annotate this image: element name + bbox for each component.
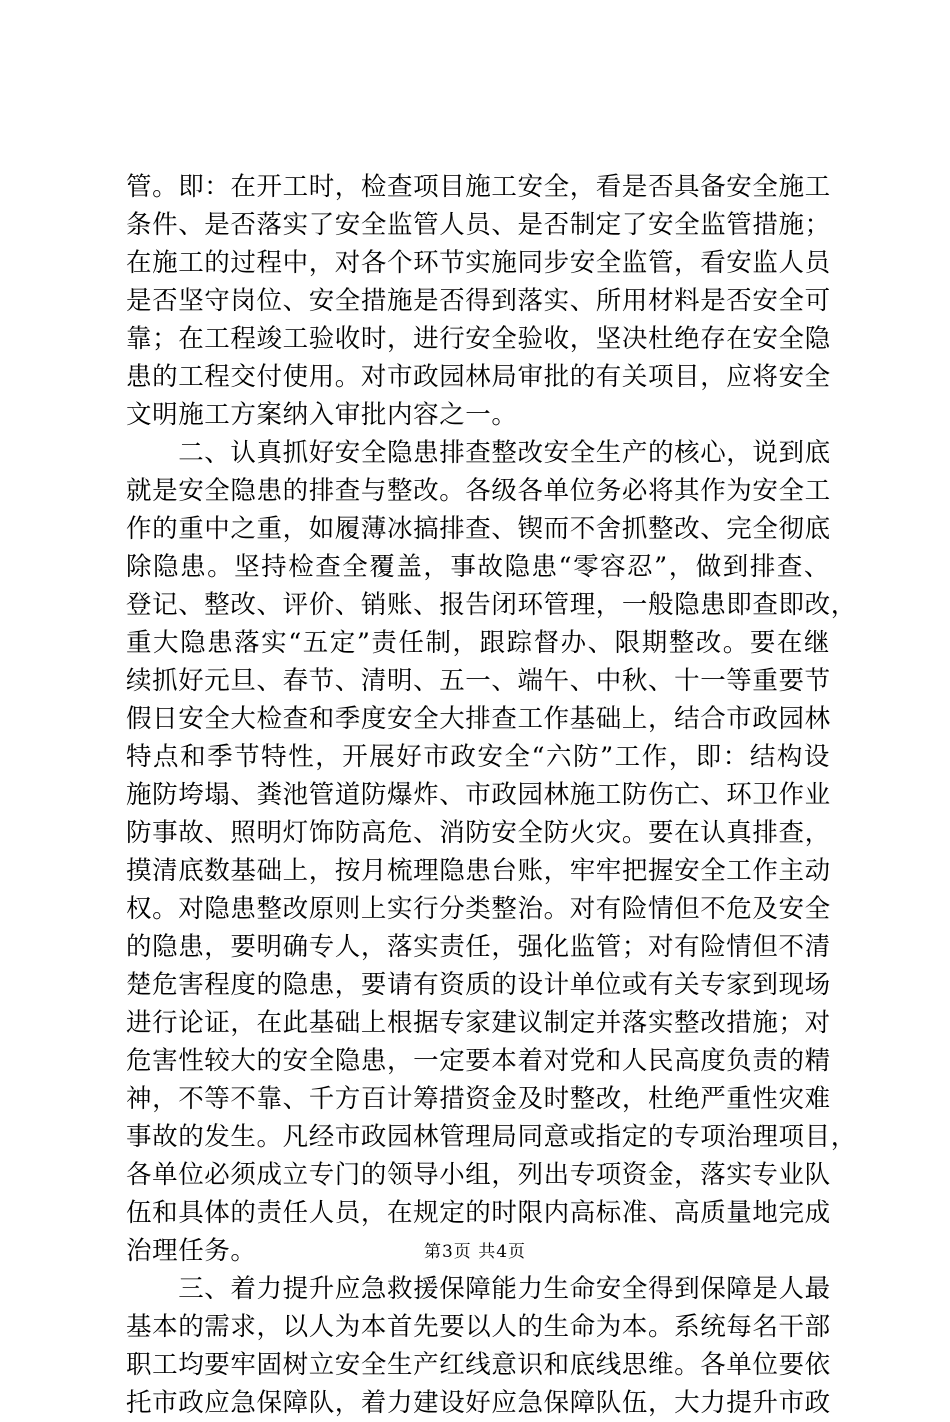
text-line: 的隐患，要明确专人，落实责任，强化监管；对有险情但不清 [126, 932, 831, 962]
text-line: 危害性较大的安全隐患，一定要本着对党和人民高度负责的精 [126, 1046, 831, 1076]
text-line: 进行论证，在此基础上根据专家建议制定并落实整改措施；对 [126, 1008, 831, 1038]
text-line: 重大隐患落实“五定”责任制，跟踪督办、限期整改。要在继 [126, 628, 830, 658]
text-line: 靠；在工程竣工验收时，进行安全验收，坚决杜绝存在安全隐 [126, 324, 831, 354]
text-line: 除隐患。坚持检查全覆盖，事故隐患“零容忍”，做到排查、 [126, 552, 830, 582]
text-line: 就是安全隐患的排查与整改。各级各单位务必将其作为安全工 [126, 476, 831, 506]
text-line: 防事故、照明灯饰防高危、消防安全防火灾。要在认真排查， [126, 818, 831, 848]
text-line: 二、认真抓好安全隐患排查整改安全生产的核心，说到底 [126, 438, 831, 468]
text-line: 在施工的过程中，对各个环节实施同步安全监管，看安监人员 [126, 248, 831, 278]
text-line: 伍和具体的责任人员，在规定的时限内高标准、高质量地完成 [126, 1198, 831, 1228]
text-line: 事故的发生。凡经市政园林管理局同意或指定的专项治理项目， [126, 1122, 857, 1152]
text-line: 条件、是否落实了安全监管人员、是否制定了安全监管措施； [126, 210, 831, 240]
text-line: 施防垮塌、粪池管道防爆炸、市政园林施工防伤亡、环卫作业 [126, 780, 831, 810]
text-line: 楚危害程度的隐患，要请有资质的设计单位或有关专家到现场 [126, 970, 831, 1000]
text-line: 神，不等不靠、千方百计筹措资金及时整改，杜绝严重性灾难 [126, 1084, 831, 1114]
text-line: 患的工程交付使用。对市政园林局审批的有关项目，应将安全 [126, 362, 831, 392]
text-line: 基本的需求，以人为本首先要以人的生命为本。系统每名干部 [126, 1312, 831, 1342]
text-line: 托市政应急保障队，着力建设好应急保障队伍，大力提升市政 [126, 1388, 831, 1418]
text-line: 是否坚守岗位、安全措施是否得到落实、所用材料是否安全可 [126, 286, 831, 316]
text-line: 特点和季节特性，开展好市政安全“六防”工作，即：结构设 [126, 742, 830, 772]
text-line: 各单位必须成立专门的领导小组，列出专项资金，落实专业队 [126, 1160, 831, 1190]
text-line: 登记、整改、评价、销账、报告闭环管理，一般隐患即查即改， [126, 590, 857, 620]
text-line: 治理任务。 [126, 1236, 257, 1266]
page-number-footer: 第3页 共4页 [423, 1242, 527, 1262]
text-line: 职工均要牢固树立安全生产红线意识和底线思维。各单位要依 [126, 1350, 831, 1380]
document-body [126, 168, 857, 1422]
text-line: 假日安全大检查和季度安全大排查工作基础上，结合市政园林 [126, 704, 831, 734]
text-line: 三、着力提升应急救援保障能力生命安全得到保障是人最 [126, 1274, 831, 1304]
text-line: 管。即：在开工时，检查项目施工安全，看是否具备安全施工 [126, 172, 831, 202]
text-line: 权。对隐患整改原则上实行分类整治。对有险情但不危及安全 [126, 894, 831, 924]
text-line: 摸清底数基础上，按月梳理隐患台账，牢牢把握安全工作主动 [126, 856, 831, 886]
text-line: 续抓好元旦、春节、清明、五一、端午、中秋、十一等重要节 [126, 666, 831, 696]
text-line: 文明施工方案纳入审批内容之一。 [126, 400, 518, 430]
text-line: 作的重中之重，如履薄冰搞排查、锲而不舍抓整改、完全彻底 [126, 514, 831, 544]
